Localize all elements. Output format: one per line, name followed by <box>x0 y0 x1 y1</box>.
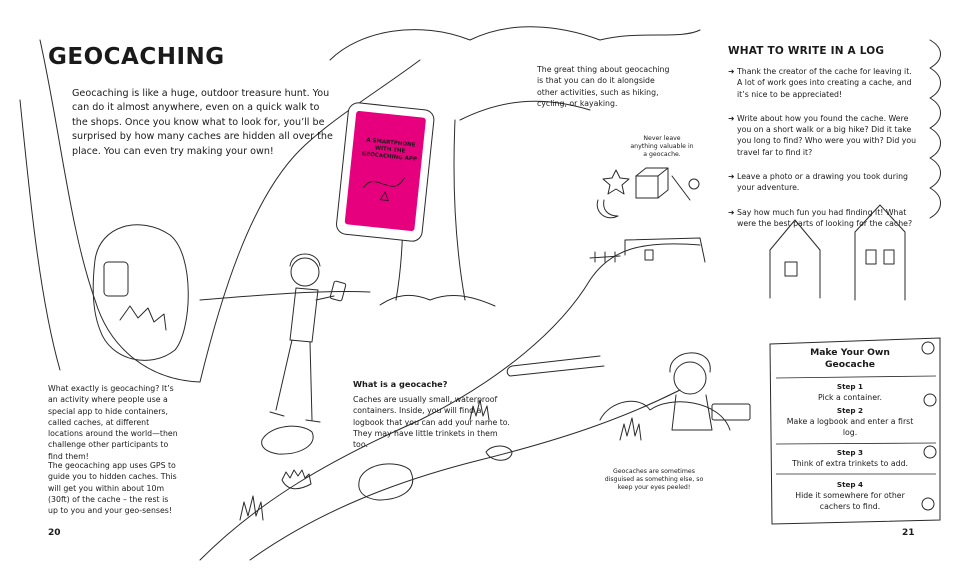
what-is-geocaching-text: What exactly is geocaching? It’s an activity where people use a special app to hide containers, called caches, at different locations around the world—then challenge other participants to find them! <box>48 384 178 461</box>
step-label: Step 1 <box>836 382 864 391</box>
arrow-icon: ➜ <box>728 113 735 123</box>
step-text: Pick a container. <box>818 393 882 402</box>
arrow-icon: ➜ <box>728 207 735 217</box>
log-item-text: Thank the creator of the cache for leaving it. A lot of work goes into creating a cache, and it’s nice to be appreciated! <box>737 67 912 99</box>
binder-ring-b <box>924 394 936 406</box>
page-number-right: 21 <box>902 528 915 538</box>
step-text: Make a logbook and enter a first log. <box>786 417 914 437</box>
step-text: Hide it somewhere for other cachers to find. <box>795 491 905 511</box>
page-number-left: 20 <box>48 528 61 538</box>
intro-paragraph: Geocaching is like a huge, outdoor treasure hunt. You can do it almost anywhere, even on a quick walk to the shops. Once you know what to look for, you’ll be surprised by how many caches are hidden all over the place. You can even try making your own! <box>72 88 333 157</box>
binder-ring-d <box>922 498 934 510</box>
log-item-text: Say how much fun you had finding it! What were the best parts of looking for the cache? <box>737 207 913 228</box>
card-title-line: Geocache <box>825 358 875 370</box>
arrow-icon: ➜ <box>728 67 735 76</box>
disguised-note: Geocaches are sometimes disguised as something else, so keep your eyes peeled! <box>604 468 704 491</box>
gps-app-text: The geocaching app uses GPS to guide you to hidden caches. This will get you within about 10m (30ft) of the cache – the rest is up to you and your geo-senses! <box>48 461 177 516</box>
binder-ring-c <box>924 446 936 458</box>
geocache-description: Caches are usually small, waterproof containers. Inside, you will find a logbook that you can add your name to. They may have little trinkets in them too. <box>353 395 510 450</box>
step-label: Step 3 <box>836 448 864 457</box>
geocache-heading: What is a geocache? <box>353 379 448 389</box>
binder-ring-a <box>922 342 934 354</box>
log-heading: WHAT TO WRITE IN A LOG <box>728 45 885 57</box>
card-title-line: Make Your Own <box>810 347 890 358</box>
page-title: GEOCACHING <box>48 44 225 70</box>
never-leave-note: Never leave anything valuable in a geocache. <box>630 135 694 158</box>
arrow-icon: ➜ <box>728 172 735 182</box>
step-text: Think of extra trinkets to add. <box>791 459 909 468</box>
log-item-text: Write about how you found the cache. Were you on a short walk or a big hike? Did it take you long to find? Who were you with? Did you travel far to find it? <box>737 113 917 157</box>
log-item-text: Leave a photo or a drawing you took during your adventure. <box>737 172 908 193</box>
phone-screen-label: A SMARTPHONE WITH THE GEOCACHING APP <box>361 137 418 163</box>
step-label: Step 2 <box>836 406 864 415</box>
step-label: Step 4 <box>836 480 864 489</box>
great-thing-text: The great thing about geocaching is that you can do it alongside other activities, such as hiking, cycling, or kayaking. <box>537 65 670 108</box>
card-title <box>790 347 910 370</box>
